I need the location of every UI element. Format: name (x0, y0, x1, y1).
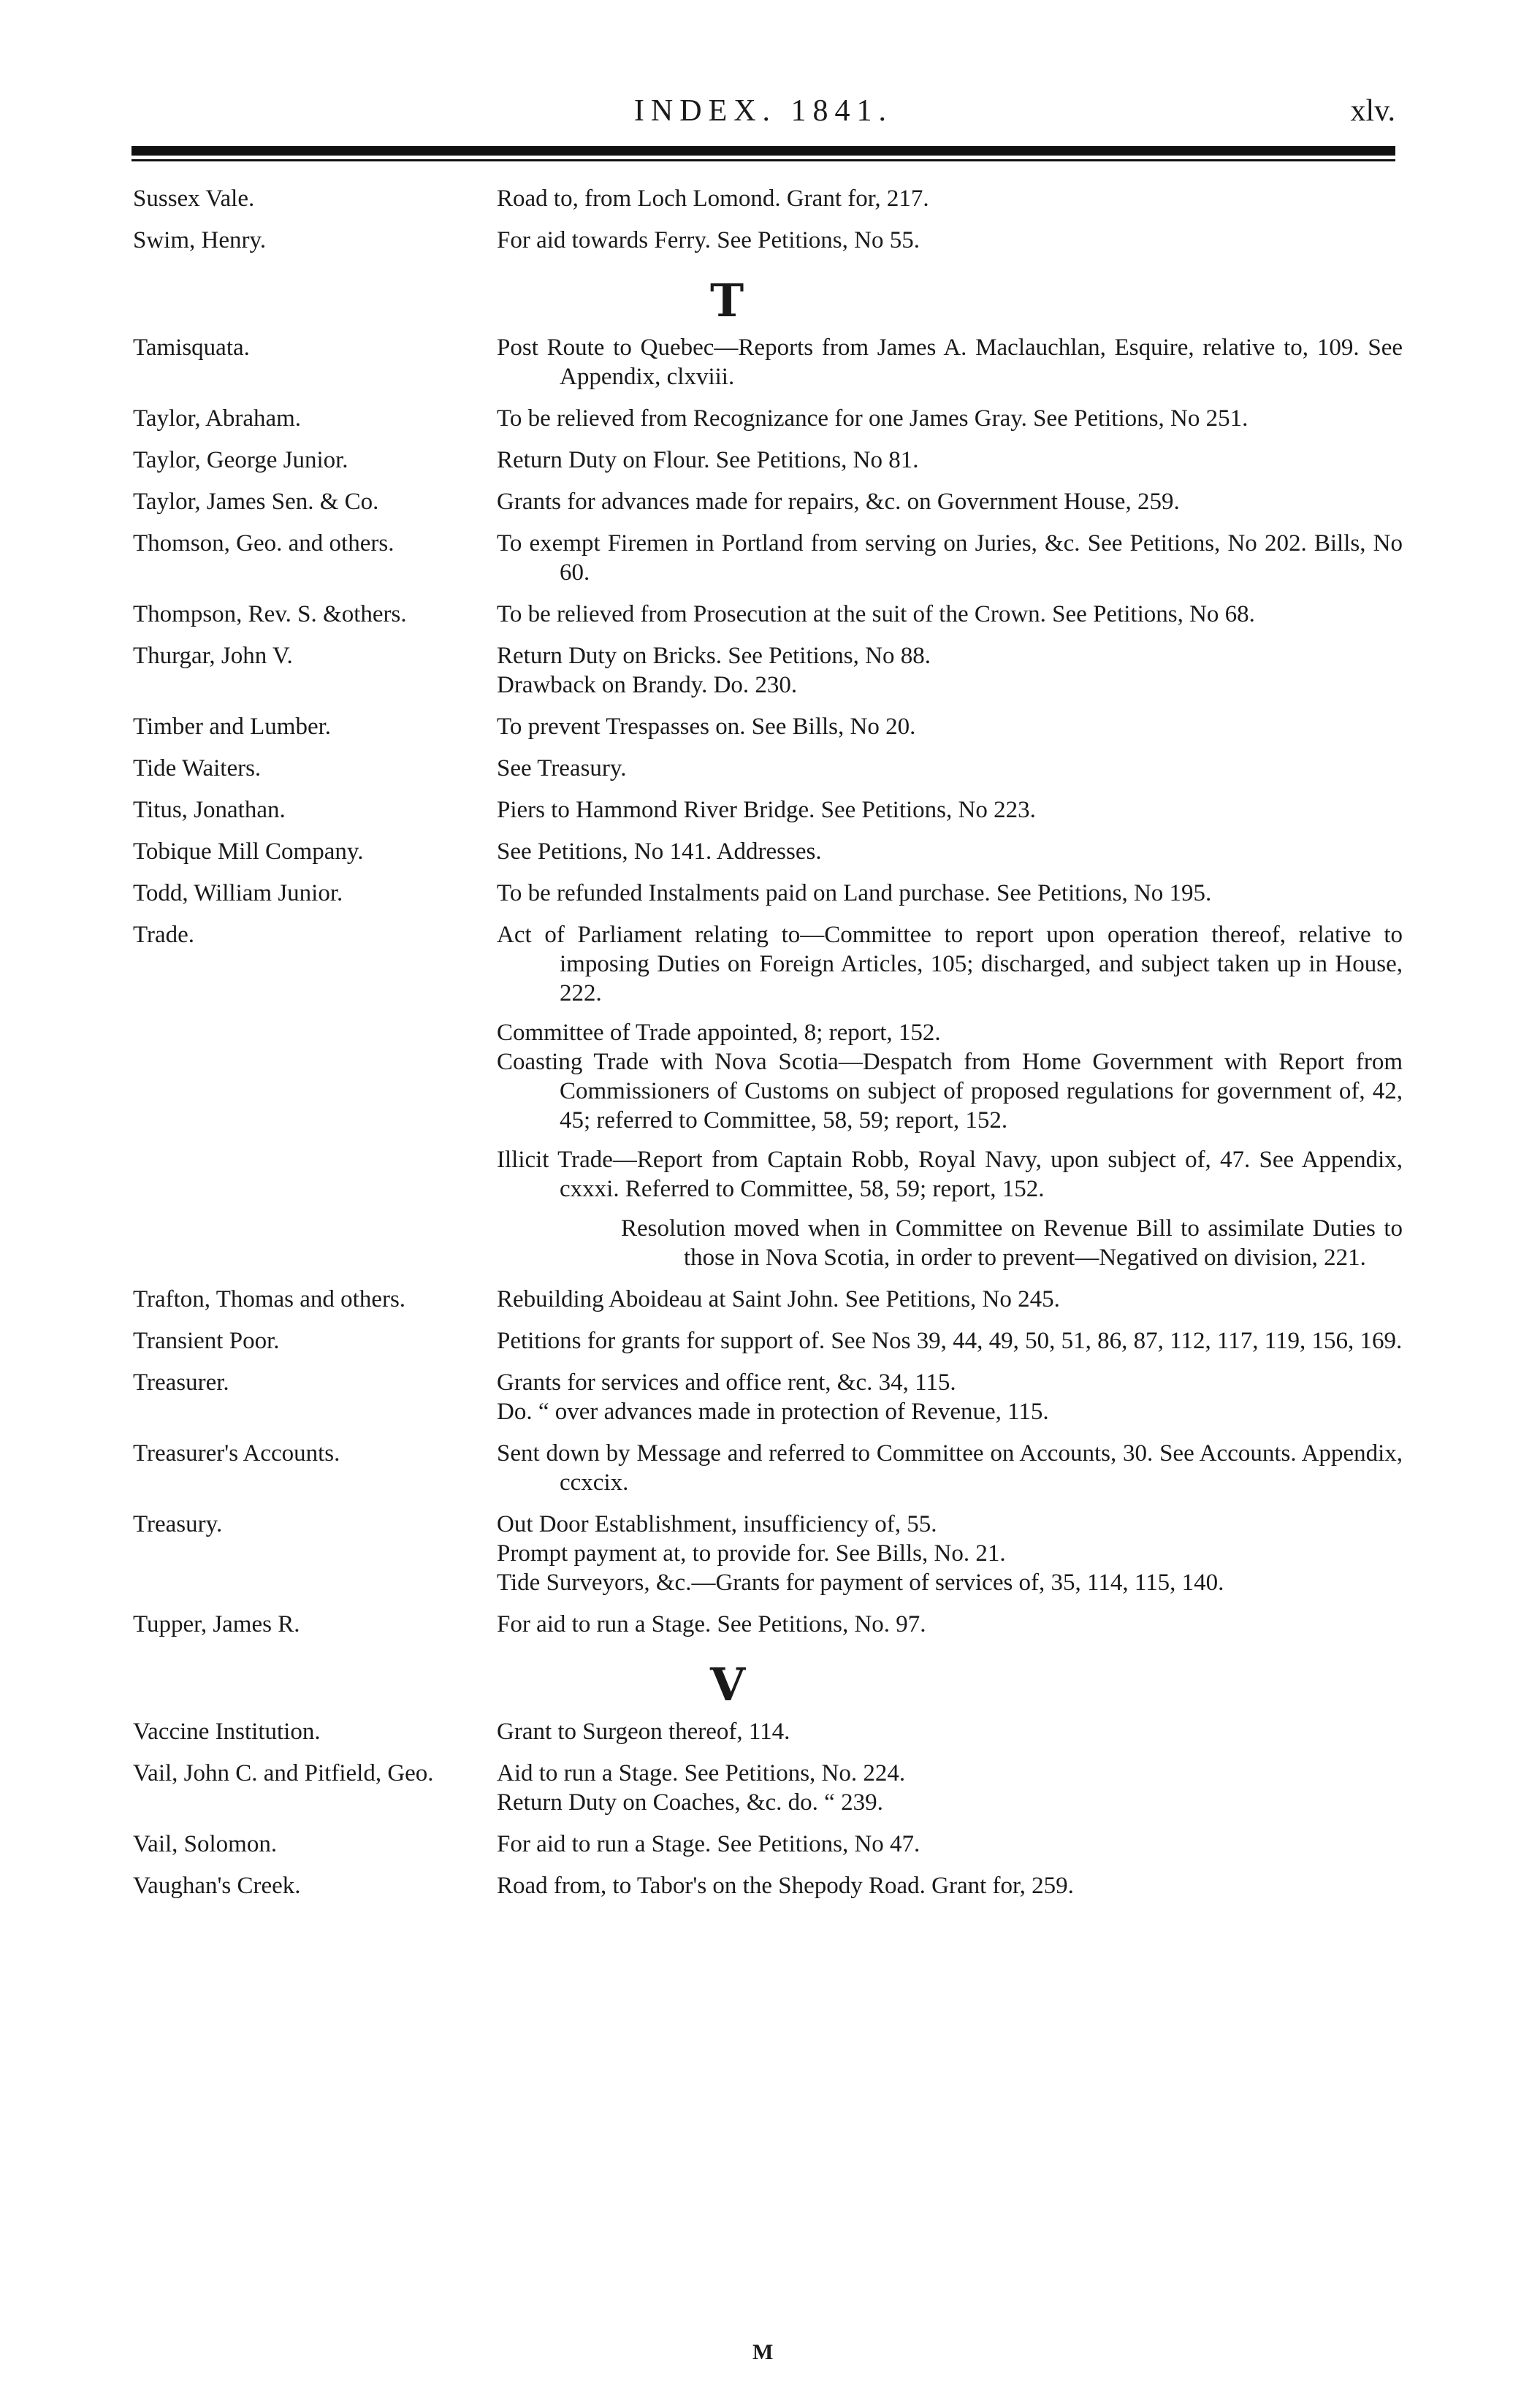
entry-references (497, 487, 1403, 516)
entry-reference: Return Duty on Flour. See Petitions, No 81. (497, 447, 919, 473)
entry-references (497, 1439, 1403, 1497)
entry-heading: Vail, Solomon. (133, 1831, 278, 1857)
entry-reference: See Petitions, No 141. Addresses. (497, 838, 822, 865)
header-rule-thick (131, 146, 1395, 156)
index-entry (133, 920, 1411, 1272)
page-title: INDEX. 1841. (633, 94, 893, 128)
entry-reference: Petitions for grants for support of. See Nos 39, 44, 49, 50, 51, 86, 87, 112, 117, 119, 156, 169. (497, 1328, 1403, 1354)
index-entry (133, 641, 1411, 700)
entry-reference: For aid towards Ferry. See Petitions, No 55. (497, 227, 920, 253)
index-entry (133, 600, 1411, 629)
entry-reference: Sent down by Message and referred to Committee on Accounts, 30. See Accounts. Appendix, ccxcix. (497, 1440, 1403, 1496)
entry-heading: Timber and Lumber. (133, 714, 332, 740)
page-number: xlv. (1350, 94, 1395, 128)
signature-mark: M (752, 2340, 774, 2364)
entry-reference: Illicit Trade—Report from Captain Robb, Royal Navy, upon subject of, 47. See Appendix, cxxxi. Referred to Committee, 58, 59; report, 152. (497, 1147, 1403, 1202)
index-entry (133, 226, 1411, 255)
index-entry (133, 1510, 1411, 1597)
entry-references (497, 1285, 1403, 1314)
index-entry (133, 754, 1411, 783)
entry-heading: Titus, Jonathan. (133, 797, 286, 823)
entry-reference: Return Duty on Bricks. See Petitions, No 88. (497, 643, 931, 669)
entry-heading: Sussex Vale. (133, 186, 255, 212)
entry-reference: See Treasury. (497, 755, 627, 781)
entry-reference: Road from, to Tabor's on the Shepody Road. Grant for, 259. (497, 1873, 1074, 1899)
index-entry (133, 1871, 1411, 1900)
entry-reference: Post Route to Quebec—Reports from James A. Maclauchlan, Esquire, relative to, 109. See Appendix, clxviii. (497, 335, 1403, 390)
index-entry (133, 184, 1411, 213)
entry-reference: To be relieved from Prosecution at the suit of the Crown. See Petitions, No 68. (497, 601, 1255, 627)
index-entry (133, 333, 1411, 391)
entry-heading: Taylor, George Junior. (133, 447, 348, 473)
entry-reference: To prevent Trespasses on. See Bills, No 20. (497, 714, 916, 740)
entry-reference: To be relieved from Recognizance for one James Gray. See Petitions, No 251. (497, 405, 1249, 432)
entry-references (497, 712, 1403, 741)
entry-references (497, 920, 1403, 1272)
entry-references (497, 1368, 1403, 1426)
entry-reference: Prompt payment at, to provide for. See Bills, No. 21. (497, 1540, 1006, 1567)
entry-heading: Trafton, Thomas and others. (133, 1286, 406, 1312)
entry-references (497, 446, 1403, 475)
entry-references (497, 1759, 1403, 1817)
entry-reference: Road to, from Loch Lomond. Grant for, 217. (497, 186, 929, 212)
index-entry (133, 712, 1411, 741)
section-letter-glyph: T (710, 273, 744, 327)
entry-reference: Out Door Establishment, insufficiency of, 55. (497, 1511, 937, 1537)
entry-references (497, 1326, 1403, 1356)
index-entries (133, 184, 1411, 1913)
entry-heading: Todd, William Junior. (133, 880, 343, 906)
entry-references (497, 1717, 1403, 1746)
entry-reference: To exempt Firemen in Portland from serving on Juries, &c. See Petitions, No 202. Bills, No 60. (497, 530, 1403, 586)
entry-references (497, 837, 1403, 866)
entry-heading: Treasury. (133, 1511, 223, 1537)
index-entry (133, 879, 1411, 908)
entry-references (497, 641, 1403, 700)
entry-heading: Tobique Mill Company. (133, 838, 364, 865)
entry-references (497, 754, 1403, 783)
entry-reference: Committee of Trade appointed, 8; report, 152. (497, 1020, 941, 1046)
entry-heading: Taylor, James Sen. & Co. (133, 489, 379, 515)
entry-references (497, 1830, 1403, 1859)
entry-references (497, 226, 1403, 255)
entry-reference: For aid to run a Stage. See Petitions, No. 97. (497, 1611, 926, 1637)
entry-heading: Swim, Henry. (133, 227, 267, 253)
entry-heading: Vaccine Institution. (133, 1719, 321, 1745)
entry-reference: Return Duty on Coaches, &c. do. “ 239. (497, 1789, 883, 1816)
index-entry (133, 1326, 1411, 1356)
entry-heading: Treasurer's Accounts. (133, 1440, 340, 1467)
index-entry (133, 529, 1411, 587)
index-entry (133, 487, 1411, 516)
entry-references (497, 795, 1403, 825)
entry-references (497, 1510, 1403, 1597)
index-entry (133, 795, 1411, 825)
section-letter (133, 1651, 1411, 1717)
entry-reference: Grant to Surgeon thereof, 114. (497, 1719, 790, 1745)
entry-heading: Treasurer. (133, 1369, 229, 1396)
entry-heading: Transient Poor. (133, 1328, 280, 1354)
entry-heading: Trade. (133, 922, 195, 948)
entry-references (497, 879, 1403, 908)
index-entry (133, 404, 1411, 433)
index-entry (133, 1717, 1411, 1746)
index-entry (133, 1285, 1411, 1314)
index-entry (133, 1759, 1411, 1817)
entry-heading: Thompson, Rev. S. &others. (133, 601, 407, 627)
entry-heading: Tamisquata. (133, 335, 250, 361)
entry-reference: Piers to Hammond River Bridge. See Petitions, No 223. (497, 797, 1036, 823)
section-letter (133, 267, 1411, 333)
section-letter-glyph: V (710, 1657, 746, 1711)
entry-references (497, 333, 1403, 391)
entry-heading: Tide Waiters. (133, 755, 262, 781)
index-entry (133, 446, 1411, 475)
entry-references (497, 1610, 1403, 1639)
entry-heading: Tupper, James R. (133, 1611, 300, 1637)
index-entry (133, 1610, 1411, 1639)
index-entry (133, 1830, 1411, 1859)
entry-reference: Act of Parliament relating to—Committee to report upon operation thereof, relative to imposing Duties on Foreign Articles, 105; discharged, and subject taken up in House, 222. (497, 922, 1403, 1006)
entry-reference: Resolution moved when in Committee on Revenue Bill to assimilate Duties to those in Nova Scotia, in order to prevent—Negatived on division, 221. (621, 1215, 1403, 1271)
index-entry (133, 1368, 1411, 1426)
entry-reference: Coasting Trade with Nova Scotia—Despatch from Home Government with Report from Commissioners of Customs on subject of proposed regulations for government of, 42, 45; referred to Committee, 58, 59; report, 152. (497, 1049, 1403, 1134)
entry-heading: Thurgar, John V. (133, 643, 293, 669)
entry-reference: Tide Surveyors, &c.—Grants for payment of services of, 35, 114, 115, 140. (497, 1570, 1224, 1596)
index-entry (133, 837, 1411, 866)
entry-reference: Grants for services and office rent, &c. 34, 115. (497, 1369, 956, 1396)
entry-reference: To be refunded Instalments paid on Land purchase. See Petitions, No 195. (497, 880, 1212, 906)
entry-heading: Vaughan's Creek. (133, 1873, 301, 1899)
entry-reference: For aid to run a Stage. See Petitions, No 47. (497, 1831, 920, 1857)
entry-references (497, 529, 1403, 587)
entry-reference: Rebuilding Aboideau at Saint John. See Petitions, No 245. (497, 1286, 1060, 1312)
entry-heading: Vail, John C. and Pitfield, Geo. (133, 1760, 434, 1786)
entry-references (497, 184, 1403, 213)
header-rule-thin (131, 159, 1395, 161)
index-entry (133, 1439, 1411, 1497)
entry-references (497, 404, 1403, 433)
entry-heading: Taylor, Abraham. (133, 405, 302, 432)
entry-reference: Grants for advances made for repairs, &c. on Government House, 259. (497, 489, 1180, 515)
running-head (131, 93, 1395, 137)
entry-reference: Do. “ over advances made in protection of Revenue, 115. (497, 1399, 1049, 1425)
entry-heading: Thomson, Geo. and others. (133, 530, 394, 557)
entry-references (497, 600, 1403, 629)
entry-reference: Aid to run a Stage. See Petitions, No. 224. (497, 1760, 906, 1786)
entry-references (497, 1871, 1403, 1900)
entry-reference: Drawback on Brandy. Do. 230. (497, 672, 798, 698)
